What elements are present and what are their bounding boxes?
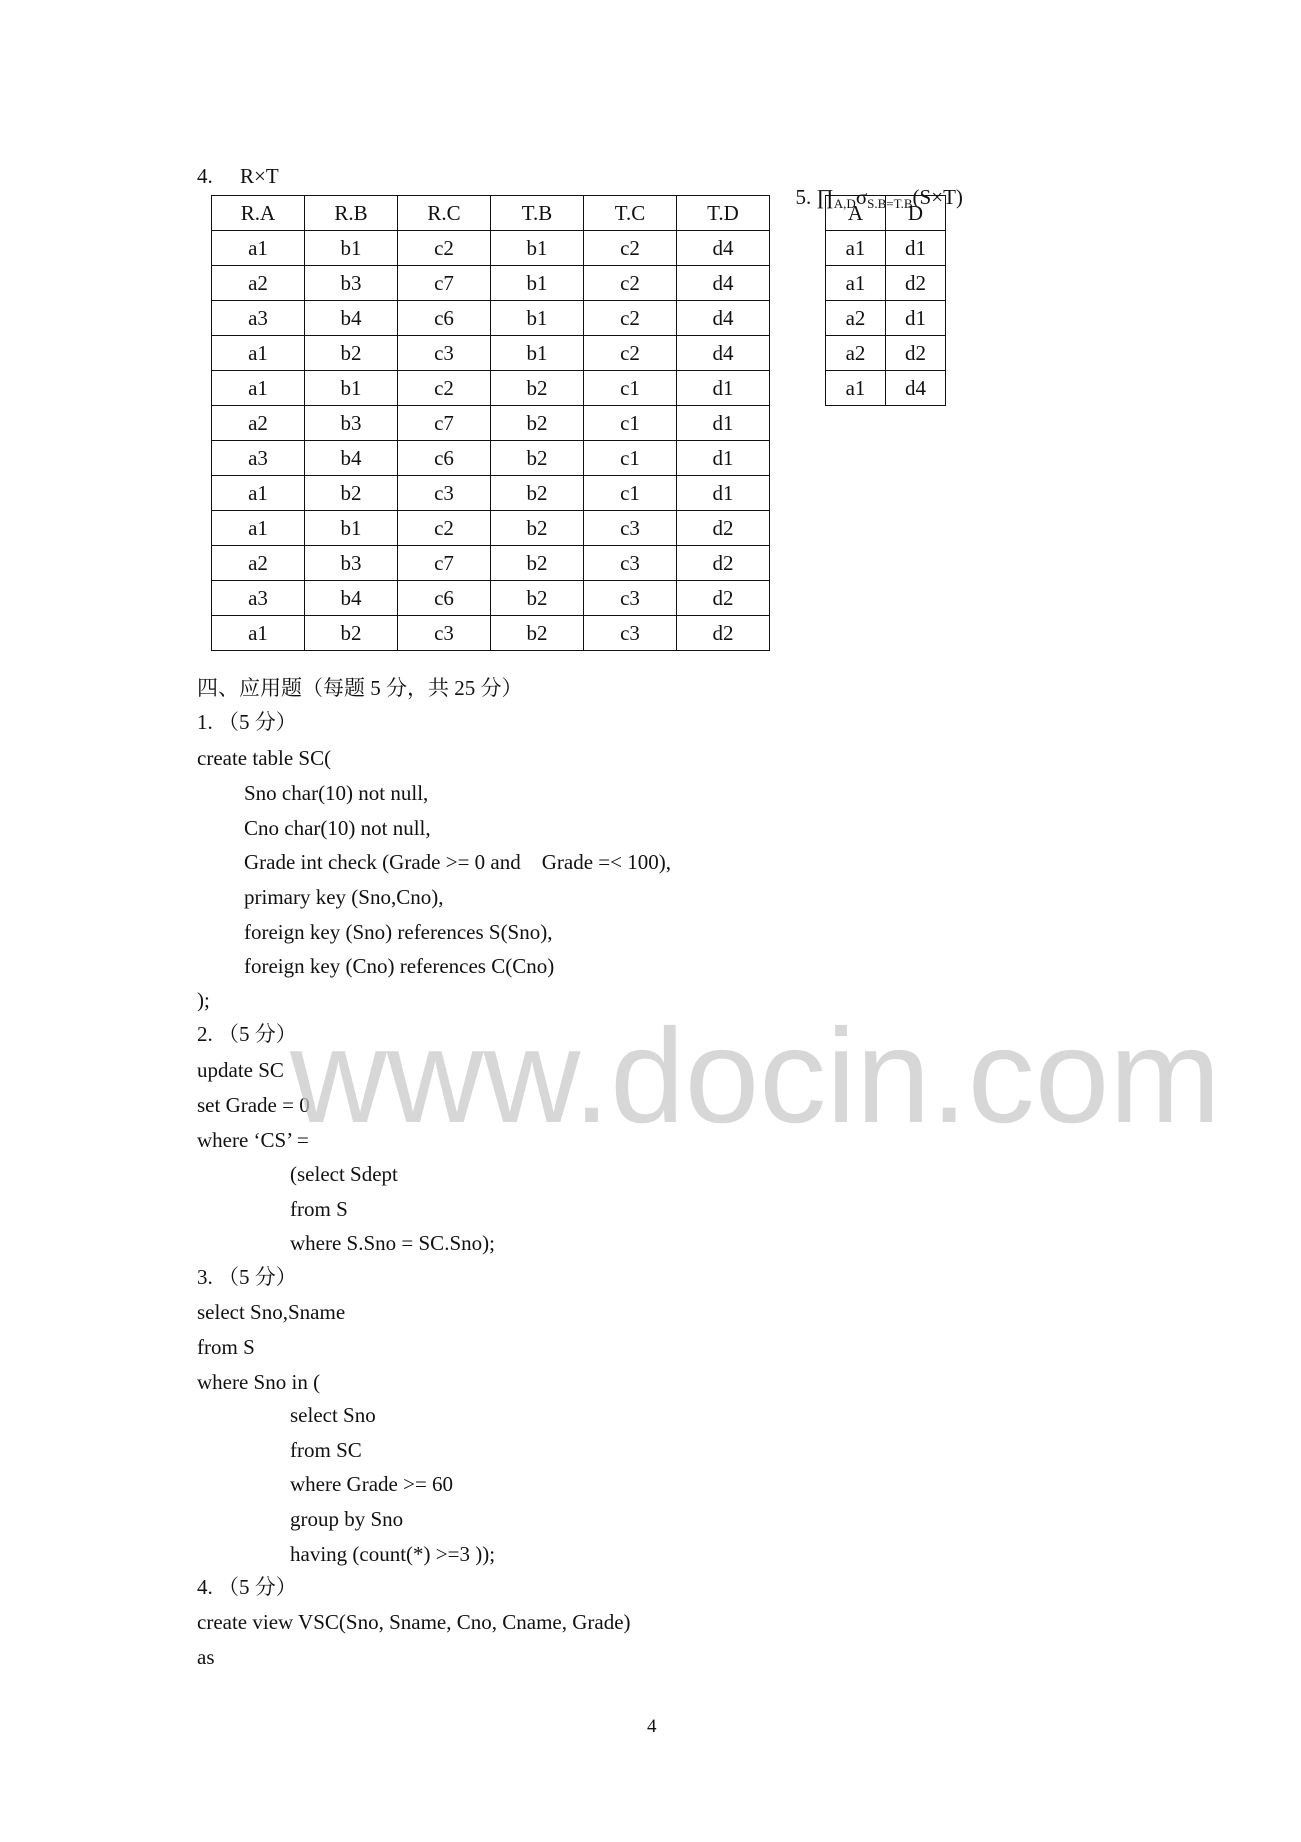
table-cell: a1 xyxy=(212,371,305,406)
page-number: 4 xyxy=(647,1716,657,1737)
table-cell: c3 xyxy=(584,581,677,616)
question-label: 3. （5 分） xyxy=(197,1265,297,1289)
table-cell: a1 xyxy=(826,231,886,266)
sql-line: set Grade = 0 xyxy=(197,1093,310,1117)
table-cell: b2 xyxy=(491,441,584,476)
table-cell: b2 xyxy=(305,476,398,511)
table-cell: b2 xyxy=(305,336,398,371)
column-header: T.D xyxy=(677,196,770,231)
table-row xyxy=(212,441,770,476)
table-cell: c2 xyxy=(584,231,677,266)
table-cell: a2 xyxy=(212,266,305,301)
question-label: 2. （5 分） xyxy=(197,1022,297,1046)
sql-line: primary key (Sno,Cno), xyxy=(244,885,444,909)
table-cell: b2 xyxy=(491,406,584,441)
table-row xyxy=(212,616,770,651)
table-row xyxy=(826,301,946,336)
table-cell: c1 xyxy=(584,476,677,511)
table-cell: b1 xyxy=(491,336,584,371)
watermark: www.docin.com xyxy=(290,1002,1221,1151)
sql-line: foreign key (Sno) references S(Sno), xyxy=(244,920,553,944)
table-row xyxy=(826,371,946,406)
table-cell: c6 xyxy=(398,441,491,476)
table-cell: a1 xyxy=(212,231,305,266)
sql-line: Cno char(10) not null, xyxy=(244,816,431,840)
table-cell: d2 xyxy=(677,511,770,546)
table-cell: c2 xyxy=(398,231,491,266)
table-cell: c3 xyxy=(398,616,491,651)
table-cell: a1 xyxy=(212,616,305,651)
table-cell: c7 xyxy=(398,406,491,441)
table-cell: a2 xyxy=(826,336,886,371)
table-cell: c3 xyxy=(398,336,491,371)
sql-line: where S.Sno = SC.Sno); xyxy=(290,1231,495,1255)
sql-line: ); xyxy=(197,988,210,1012)
question-label: 4. （5 分） xyxy=(197,1575,297,1599)
table-row xyxy=(212,231,770,266)
table-cell: c2 xyxy=(398,511,491,546)
table-cell: c1 xyxy=(584,371,677,406)
table-cell: c6 xyxy=(398,301,491,336)
table-cell: a1 xyxy=(826,371,886,406)
table-cell: d2 xyxy=(677,581,770,616)
table-cell: d4 xyxy=(677,301,770,336)
selection-subscript: S.B=T.B xyxy=(867,196,913,211)
table-cell: c1 xyxy=(584,441,677,476)
sql-line: from S xyxy=(197,1335,255,1359)
table-cell: b1 xyxy=(491,301,584,336)
table-cell: d1 xyxy=(677,441,770,476)
table-cell: c1 xyxy=(584,406,677,441)
column-header: R.C xyxy=(398,196,491,231)
table-cell: d1 xyxy=(677,406,770,441)
cartesian-product-table xyxy=(211,195,770,651)
table-cell: d4 xyxy=(677,266,770,301)
table-row xyxy=(212,476,770,511)
sql-line: where Grade >= 60 xyxy=(290,1472,454,1496)
table-row xyxy=(212,266,770,301)
table-row xyxy=(826,336,946,371)
sql-line: select Sno xyxy=(290,1403,376,1427)
table-cell: b3 xyxy=(305,406,398,441)
table-header-row xyxy=(212,196,770,231)
table-cell: b1 xyxy=(305,371,398,406)
sql-line: (select Sdept xyxy=(290,1162,398,1186)
table-cell: d4 xyxy=(677,231,770,266)
column-header: T.B xyxy=(491,196,584,231)
table-cell: a2 xyxy=(826,301,886,336)
table-row xyxy=(212,336,770,371)
sql-line: foreign key (Cno) references C(Cno) xyxy=(244,954,555,978)
table-cell: d1 xyxy=(886,231,946,266)
table-cell: d1 xyxy=(677,476,770,511)
table-cell: c3 xyxy=(398,476,491,511)
table-cell: a3 xyxy=(212,441,305,476)
table-cell: d2 xyxy=(677,546,770,581)
table-cell: c3 xyxy=(584,546,677,581)
column-header: A xyxy=(826,196,886,231)
table-row xyxy=(212,511,770,546)
sql-line: group by Sno xyxy=(290,1507,404,1531)
table-row xyxy=(212,371,770,406)
table-cell: c2 xyxy=(584,336,677,371)
table-cell: c2 xyxy=(584,301,677,336)
projection-subscript: A,D xyxy=(833,196,856,211)
table-cell: b1 xyxy=(305,231,398,266)
column-header: T.C xyxy=(584,196,677,231)
selection-sigma: σ xyxy=(855,185,868,209)
table-cell: a3 xyxy=(212,581,305,616)
table-cell: c2 xyxy=(584,266,677,301)
table-cell: a1 xyxy=(212,336,305,371)
table-row xyxy=(212,581,770,616)
table-cell: d2 xyxy=(677,616,770,651)
table-cell: c7 xyxy=(398,266,491,301)
table-cell: b1 xyxy=(491,266,584,301)
table-cell: c7 xyxy=(398,546,491,581)
table-cell: a2 xyxy=(212,546,305,581)
table-cell: b4 xyxy=(305,441,398,476)
table-cell: b4 xyxy=(305,581,398,616)
table-cell: b2 xyxy=(491,616,584,651)
section-4-number: 4. xyxy=(197,164,213,188)
projection-table xyxy=(825,195,946,406)
section-heading: 四、应用题（每题 5 分，共 25 分） xyxy=(197,676,523,700)
sql-line: update SC xyxy=(197,1058,284,1082)
table-cell: b4 xyxy=(305,301,398,336)
table-cell: c2 xyxy=(398,371,491,406)
column-header: R.A xyxy=(212,196,305,231)
table-cell: b1 xyxy=(491,231,584,266)
question-label: 1. （5 分） xyxy=(197,710,297,734)
table-cell: a1 xyxy=(212,511,305,546)
table-cell: d4 xyxy=(886,371,946,406)
section-4-title: R×T xyxy=(240,164,279,188)
projection-prefix: 5. ∏ xyxy=(795,185,834,209)
sql-line: Sno char(10) not null, xyxy=(244,781,429,805)
table-cell: b3 xyxy=(305,546,398,581)
sql-line: where Sno in ( xyxy=(197,1370,321,1394)
table-cell: b2 xyxy=(491,371,584,406)
sql-line: Grade int check (Grade >= 0 and Grade =< 100), xyxy=(244,850,671,874)
sql-line: create table SC( xyxy=(197,746,332,770)
table-row xyxy=(212,546,770,581)
sql-line: as xyxy=(197,1645,215,1669)
table-cell: b2 xyxy=(491,511,584,546)
table-cell: b2 xyxy=(305,616,398,651)
sql-line: where ‘CS’ = xyxy=(197,1128,309,1152)
table-cell: d1 xyxy=(677,371,770,406)
sql-line: select Sno,Sname xyxy=(197,1300,346,1324)
table-cell: b1 xyxy=(305,511,398,546)
table-cell: a2 xyxy=(212,406,305,441)
table-cell: c6 xyxy=(398,581,491,616)
table-cell: d2 xyxy=(886,266,946,301)
table-row xyxy=(826,231,946,266)
table-row xyxy=(212,301,770,336)
sql-line: from SC xyxy=(290,1438,362,1462)
table-row xyxy=(826,266,946,301)
table-header-row xyxy=(826,196,946,231)
table-cell: a1 xyxy=(212,476,305,511)
table-cell: d1 xyxy=(886,301,946,336)
sql-line: from S xyxy=(290,1197,348,1221)
column-header: R.B xyxy=(305,196,398,231)
table-cell: b2 xyxy=(491,546,584,581)
table-cell: c3 xyxy=(584,616,677,651)
table-cell: a1 xyxy=(826,266,886,301)
table-row xyxy=(212,406,770,441)
table-cell: d4 xyxy=(677,336,770,371)
column-header: D xyxy=(886,196,946,231)
projection-suffix: (S×T) xyxy=(912,185,963,209)
table-cell: b2 xyxy=(491,476,584,511)
table-cell: b2 xyxy=(491,581,584,616)
table-cell: a3 xyxy=(212,301,305,336)
table-cell: b3 xyxy=(305,266,398,301)
table-cell: c3 xyxy=(584,511,677,546)
sql-line: create view VSC(Sno, Sname, Cno, Cname, Grade) xyxy=(197,1610,631,1634)
sql-line: having (count(*) >=3 )); xyxy=(290,1542,496,1566)
table-cell: d2 xyxy=(886,336,946,371)
